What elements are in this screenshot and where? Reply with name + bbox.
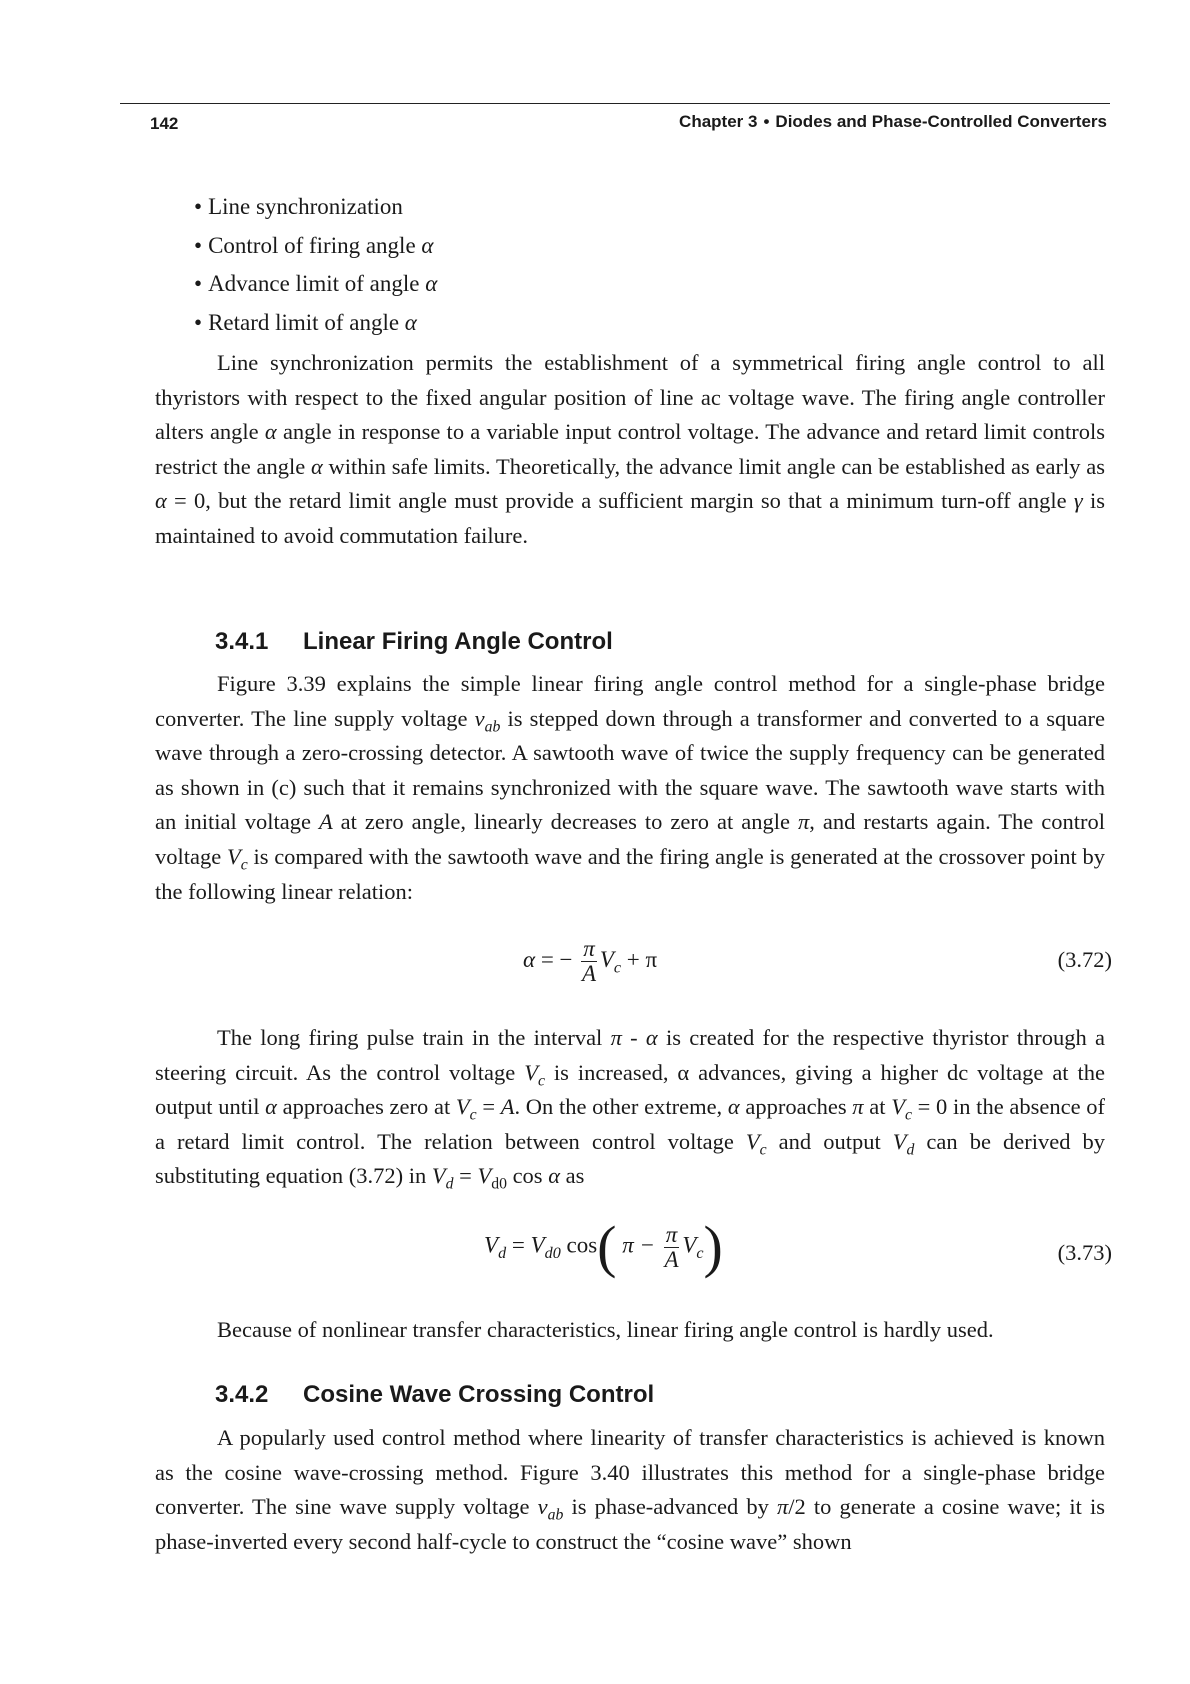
bullet-dot: • — [194, 271, 203, 296]
fraction: $\frac{\pi}{A}$ — [664, 1221, 679, 1272]
bullet-dot: • — [194, 232, 203, 258]
fraction: $\frac{\pi}{A}$ — [582, 936, 597, 986]
list-item: • Retard limit of angle α — [194, 309, 417, 335]
header-rule — [120, 103, 1110, 104]
section-heading-linear: 3.4.1 Linear Firing Angle Control — [215, 628, 613, 655]
paragraph-cosine-crossing: A popularly used control method where linearity of transfer characteristics is achieved is known as the cosine wave-crossing method. Figure 3.40 illustrates this method for a single-phase bridge converter. The sine wave supply voltage $v_{ab}$ is phase-advanced by π/2 to generate a cosine wave; it is phase-inverted every second half-cycle to construct the “cosine wave” shown — [155, 1425, 1105, 1554]
chapter-label: Chapter 3 — [679, 112, 758, 131]
paragraph-linear-firing: Figure 3.39 explains the simple linear firing angle control method for a single-phase bridge converter. The line supply voltage $v_{ab}$ is stepped down through a transformer and converted to a square wave through a zero-crossing detector. A sawtooth wave of twice the supply frequency can be generated as shown in (c) such that it remains synchronized with the square wave. The sawtooth wave starts with an initial voltage A at zero angle, linearly decreases to zero at angle π, and restarts again. The control voltage $V_c$ is compared with the sawtooth wave and the firing angle is generated at the crossover point by the following linear relation: — [155, 671, 1105, 904]
equation-3-72 — [0, 935, 1190, 995]
equation-3-73 — [0, 1214, 1190, 1298]
paragraph-pulse-train: The long firing pulse train in the interval π - α is created for the respective thyristor through a steering circuit. As the control voltage $V_c$ is increased, α advances, giving a higher dc voltage at the output until α approaches zero at $V_c = A$. On the other extreme, α approaches π at $V_c = 0$ in the absence of a retard limit control. The relation between control voltage $V_c$ and output $V_d$ can be derived by substituting equation (3.72) in $V_d = V_{d0}$ cos α as — [155, 1025, 1106, 1193]
list-item: • Advance limit of angle α — [194, 271, 438, 296]
chapter-title: Diodes and Phase-Controlled Converters — [775, 112, 1107, 131]
equation-number: (3.73) — [1057, 1240, 1112, 1265]
paragraph-nonlinear-note: Because of nonlinear transfer characteristics, linear firing angle control is hardly used. — [217, 1317, 994, 1342]
section-heading-cosine: 3.4.2 Cosine Wave Crossing Control — [215, 1381, 655, 1408]
bullet-dot: • — [194, 194, 203, 219]
header-bullet: • — [763, 112, 770, 131]
bullet-dot: • — [194, 309, 203, 335]
equation-body: $V_d = V_{d0}$ cos( π − $\frac{\pi}{A}$ $V_c$) — [484, 1214, 723, 1279]
page-number: 142 — [150, 114, 179, 133]
equation-number: (3.72) — [1057, 947, 1112, 972]
paragraph-line-sync: Line synchronization permits the establishment of a symmetrical firing angle control to all thyristors with respect to the fixed angular position of line ac voltage wave. The firing angle controller alters angle α angle in response to a variable input control voltage. The advance and retard limit controls restrict the angle α within safe limits. Theoretically, the advance limit angle can be established as early as α = 0, but the retard limit angle must provide a sufficient margin so that a minimum turn-off angle γ is maintained to avoid commutation failure. — [155, 350, 1106, 548]
running-header — [679, 112, 1107, 132]
bullet-list — [194, 190, 437, 344]
list-item: • Control of firing angle α — [194, 232, 434, 258]
list-item: • Line synchronization — [194, 194, 403, 219]
equation-body: α = − $\frac{\pi}{A}$ $V_c + \pi$ — [523, 936, 658, 986]
